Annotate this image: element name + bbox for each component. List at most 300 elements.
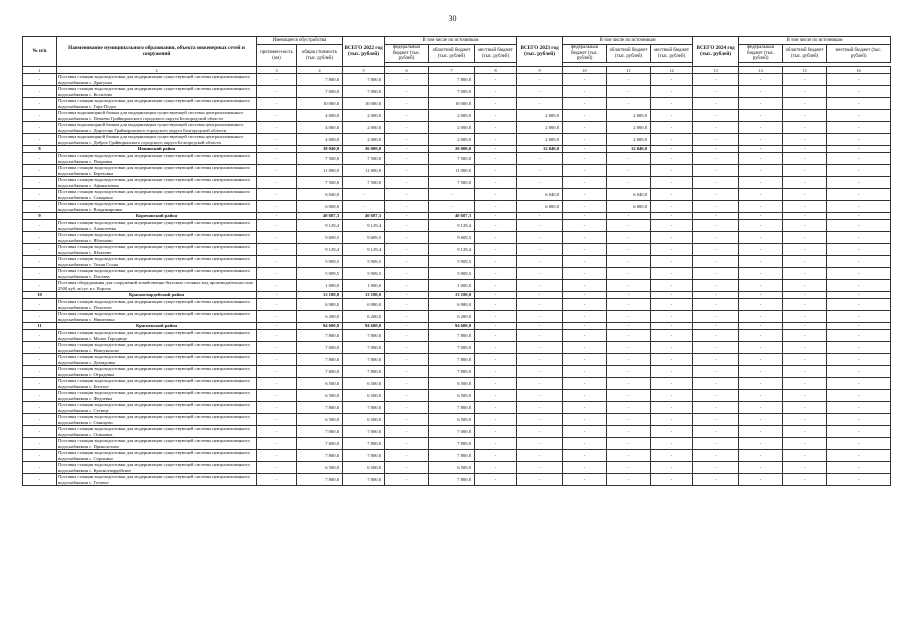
capacity-cell: - — [257, 98, 297, 110]
amount-cell: 2 000,0 — [517, 122, 563, 134]
table-row — [23, 390, 891, 402]
column-number: 11 — [607, 67, 651, 74]
amount-cell: - — [693, 74, 739, 86]
amount-cell: 7 000,0 — [297, 426, 343, 438]
amount-cell: 9 129,4 — [297, 244, 343, 256]
row-number: - — [23, 86, 57, 98]
object-name: Поставка водонапорной башни для модернизации существующей системы централизованного водоснабжения с. Почаево Грайворонского городского округа Белгородской области — [57, 110, 257, 122]
amount-cell: - — [783, 122, 827, 134]
amount-cell: - — [607, 153, 651, 165]
column-number: 6 — [385, 67, 429, 74]
column-number: 8 — [475, 67, 517, 74]
amount-cell: - — [563, 438, 607, 450]
header-total-2024: ВСЕГО 2024 год (тыс. рублей) — [693, 37, 739, 67]
amount-cell: - — [517, 342, 563, 354]
amount-cell: 7 800,0 — [429, 354, 475, 366]
amount-cell: 5 909,5 — [343, 268, 385, 280]
amount-cell: - — [651, 268, 693, 280]
amount-cell: 7 800,0 — [297, 330, 343, 342]
amount-cell: 9 129,4 — [429, 220, 475, 232]
amount-cell: - — [475, 177, 517, 189]
capacity-cell: - — [257, 86, 297, 98]
amount-cell: - — [475, 342, 517, 354]
column-number: 7 — [429, 67, 475, 74]
amount-cell: - — [739, 256, 783, 268]
amount-cell: 7 800,0 — [429, 450, 475, 462]
capacity-cell: - — [257, 177, 297, 189]
amount-cell: - — [739, 299, 783, 311]
amount-cell: 6 500,0 — [297, 378, 343, 390]
amount-cell: 7 800,0 — [297, 450, 343, 462]
row-number: - — [23, 354, 57, 366]
amount-cell: - — [475, 74, 517, 86]
amount-cell: 6 000,0 — [607, 201, 651, 213]
amount-cell: - — [651, 438, 693, 450]
amount-cell: - — [739, 189, 783, 201]
object-name: Поставка оборудования для сооружений хозяйственно-бытовых сточных вод производительностью 2500 куб. м/сут. в г. Короча — [57, 280, 257, 292]
amount-cell: - — [563, 232, 607, 244]
amount-cell: - — [563, 292, 607, 299]
object-name: Поставка станции водоподготовки для модернизации существующей системы централизованного водоснабжения с. Федчевка — [57, 390, 257, 402]
amount-cell: - — [739, 390, 783, 402]
district-name: Красногвардейский район — [57, 292, 257, 299]
column-number: 5 — [343, 67, 385, 74]
amount-cell: - — [385, 177, 429, 189]
capacity-cell: - — [257, 299, 297, 311]
capacity-cell: - — [257, 244, 297, 256]
amount-cell: - — [783, 153, 827, 165]
amount-cell: 11 000,0 — [429, 165, 475, 177]
amount-cell: - — [563, 213, 607, 220]
amount-cell: - — [607, 414, 651, 426]
table-header — [23, 37, 891, 67]
column-number: 4 — [297, 67, 343, 74]
amount-cell: - — [385, 98, 429, 110]
object-name: Поставка водонапорной башни для модернизации существующей системы централизованного водоснабжения с. Дорогощь Грайворонского городского округа Белгородской области — [57, 122, 257, 134]
district-name: Красненский район — [57, 323, 257, 330]
capacity-cell: - — [257, 280, 297, 292]
row-number: 8 — [23, 146, 57, 153]
amount-cell: 7 800,0 — [429, 74, 475, 86]
amount-cell: 5 909,5 — [429, 268, 475, 280]
amount-cell: - — [385, 292, 429, 299]
amount-cell: 2 000,0 — [517, 110, 563, 122]
header-fed-2024: федеральный бюджет (тыс. рублей) — [739, 45, 783, 63]
amount-cell: - — [517, 220, 563, 232]
amount-cell: - — [827, 366, 891, 378]
amount-cell: - — [739, 86, 783, 98]
amount-cell: - — [563, 268, 607, 280]
amount-cell: - — [783, 177, 827, 189]
header-reg-2022: областной бюджет (тыс. рублей) — [429, 45, 475, 63]
amount-cell: 5 909,5 — [429, 256, 475, 268]
amount-cell: - — [475, 426, 517, 438]
capacity-cell: - — [257, 366, 297, 378]
amount-cell: - — [517, 299, 563, 311]
table-row — [23, 474, 891, 486]
amount-cell: - — [693, 311, 739, 323]
amount-cell: - — [343, 189, 385, 201]
amount-cell: - — [385, 426, 429, 438]
amount-cell: - — [475, 98, 517, 110]
amount-cell: - — [607, 474, 651, 486]
amount-cell: - — [783, 402, 827, 414]
amount-cell: - — [651, 342, 693, 354]
object-name: Поставка станции водоподготовки для модернизации существующей системы централизованного водоснабжения с. Палатово — [57, 299, 257, 311]
object-name: Поставка станции водоподготовки для модернизации существующей системы централизованного водоснабжения с. Березовка — [57, 165, 257, 177]
amount-cell: - — [563, 201, 607, 213]
amount-cell: 2 000,0 — [343, 134, 385, 146]
capacity-cell: - — [257, 354, 297, 366]
amount-cell: - — [693, 330, 739, 342]
amount-cell: - — [475, 220, 517, 232]
amount-cell: - — [385, 165, 429, 177]
amount-cell: - — [651, 474, 693, 486]
amount-cell: - — [739, 110, 783, 122]
amount-cell: - — [607, 330, 651, 342]
amount-cell: - — [739, 244, 783, 256]
amount-cell: 1 000,0 — [429, 280, 475, 292]
amount-cell: - — [607, 311, 651, 323]
funding-table — [22, 36, 891, 486]
amount-cell: - — [475, 268, 517, 280]
amount-cell: - — [651, 402, 693, 414]
amount-cell: - — [563, 342, 607, 354]
amount-cell: 7 000,0 — [429, 426, 475, 438]
amount-cell: - — [475, 213, 517, 220]
amount-cell: - — [783, 74, 827, 86]
amount-cell: - — [739, 426, 783, 438]
amount-cell: 9 609,5 — [429, 232, 475, 244]
amount-cell: 6 500,0 — [297, 414, 343, 426]
header-loc-2022: местный бюджет (тыс. рублей) — [475, 45, 517, 63]
amount-cell: - — [693, 165, 739, 177]
amount-cell: 94 600,0 — [429, 323, 475, 330]
amount-cell: - — [783, 414, 827, 426]
amount-cell: - — [739, 414, 783, 426]
amount-cell: 7 500,0 — [343, 153, 385, 165]
amount-cell: 13 180,0 — [297, 292, 343, 299]
amount-cell: - — [827, 86, 891, 98]
column-number: 2 — [57, 67, 257, 74]
amount-cell: - — [783, 256, 827, 268]
amount-cell: - — [517, 280, 563, 292]
object-name: Поставка станции водоподготовки для модернизации существующей системы централизованного водоснабжения с. Свинцово — [57, 414, 257, 426]
header-reg-2023: областной бюджет (тыс. рублей) — [607, 45, 651, 63]
amount-cell: 26 000,0 — [343, 146, 385, 153]
amount-cell: 7 000,0 — [297, 86, 343, 98]
amount-cell: - — [385, 342, 429, 354]
amount-cell: - — [651, 390, 693, 402]
amount-cell: 7 800,0 — [429, 366, 475, 378]
amount-cell: - — [517, 462, 563, 474]
amount-cell: - — [385, 474, 429, 486]
object-name: Поставка станции водоподготовки для модернизации существующей системы централизованного водоснабжения с. Никитовка — [57, 311, 257, 323]
district-name: Ивнянский район — [57, 146, 257, 153]
amount-cell: - — [385, 122, 429, 134]
amount-cell: - — [827, 244, 891, 256]
amount-cell: - — [651, 213, 693, 220]
amount-cell: 7 800,0 — [297, 354, 343, 366]
amount-cell: - — [651, 462, 693, 474]
amount-cell: - — [475, 378, 517, 390]
amount-cell: 2 000,0 — [343, 110, 385, 122]
table-row — [23, 98, 891, 110]
column-number: 1 — [23, 67, 57, 74]
header-npp: № п/п — [23, 37, 57, 67]
amount-cell: - — [563, 414, 607, 426]
row-number: - — [23, 462, 57, 474]
capacity-cell: - — [257, 220, 297, 232]
amount-cell: - — [607, 402, 651, 414]
amount-cell: - — [385, 366, 429, 378]
amount-cell: - — [651, 86, 693, 98]
amount-cell: - — [827, 426, 891, 438]
amount-cell: - — [475, 122, 517, 134]
capacity-cell: - — [257, 74, 297, 86]
amount-cell: 7 500,0 — [429, 177, 475, 189]
amount-cell: - — [607, 268, 651, 280]
object-name: Поставка станции водоподготовки для модернизации существующей системы централизованного водоснабжения с. Приколотное — [57, 438, 257, 450]
amount-cell: - — [827, 220, 891, 232]
amount-cell: - — [563, 474, 607, 486]
amount-cell: 7 800,0 — [343, 74, 385, 86]
amount-cell: 6 000,0 — [517, 201, 563, 213]
amount-cell: - — [651, 292, 693, 299]
amount-cell: - — [607, 354, 651, 366]
amount-cell: - — [475, 402, 517, 414]
amount-cell: - — [739, 402, 783, 414]
amount-cell: - — [651, 330, 693, 342]
object-name: Поставка станции водоподготовки для модернизации существующей системы централизованного водоснабжения с. Демидовка — [57, 354, 257, 366]
amount-cell: 5 909,5 — [343, 256, 385, 268]
amount-cell: - — [385, 256, 429, 268]
amount-cell: - — [563, 165, 607, 177]
table-row — [23, 330, 891, 342]
object-name: Поставка станции водоподготовки для модернизации существующей системы централизованного водоснабжения с. Малое Городище — [57, 330, 257, 342]
amount-cell: 6 040,0 — [607, 189, 651, 201]
amount-cell: - — [827, 153, 891, 165]
amount-cell: - — [739, 366, 783, 378]
amount-cell: - — [651, 220, 693, 232]
object-name: Поставка станции водоподготовки для модернизации существующей системы централизованного водоснабжения с. Шляхово — [57, 244, 257, 256]
amount-cell: - — [385, 189, 429, 201]
row-number: - — [23, 311, 57, 323]
amount-cell: - — [607, 98, 651, 110]
amount-cell: - — [783, 189, 827, 201]
amount-cell: - — [693, 146, 739, 153]
amount-cell: - — [827, 268, 891, 280]
amount-cell: - — [693, 110, 739, 122]
amount-cell: 10 000,0 — [343, 98, 385, 110]
amount-cell: - — [783, 366, 827, 378]
capacity-cell: - — [257, 189, 297, 201]
amount-cell: - — [475, 153, 517, 165]
column-number: 15 — [783, 67, 827, 74]
amount-cell: - — [827, 146, 891, 153]
amount-cell: 7 800,0 — [297, 74, 343, 86]
amount-cell: - — [563, 86, 607, 98]
amount-cell: - — [517, 323, 563, 330]
row-number: - — [23, 330, 57, 342]
amount-cell: - — [517, 232, 563, 244]
column-number: 3 — [257, 67, 297, 74]
object-name: Поставка станции водоподготовки для модернизации существующей системы централизованного водоснабжения с. Покровка — [57, 153, 257, 165]
amount-cell: 6 040,0 — [517, 189, 563, 201]
amount-cell: - — [475, 232, 517, 244]
object-name: Поставка станции водоподготовки для модернизации существующей системы централизованного водоснабжения с. Афанасьевка — [57, 177, 257, 189]
amount-cell: 6 500,0 — [297, 462, 343, 474]
amount-cell: - — [827, 98, 891, 110]
amount-cell: 7 000,0 — [343, 342, 385, 354]
amount-cell: - — [827, 342, 891, 354]
amount-cell: - — [827, 330, 891, 342]
header-total-cost: общая стоимость (тыс. рублей) — [297, 45, 343, 67]
amount-cell: - — [385, 311, 429, 323]
amount-cell: - — [563, 323, 607, 330]
table-row — [23, 86, 891, 98]
amount-cell: - — [563, 189, 607, 201]
amount-cell: 9 129,4 — [343, 220, 385, 232]
amount-cell: - — [385, 323, 429, 330]
amount-cell: 38 040,0 — [297, 146, 343, 153]
amount-cell: - — [563, 134, 607, 146]
amount-cell: - — [739, 450, 783, 462]
amount-cell: - — [783, 292, 827, 299]
district-row — [23, 292, 891, 299]
amount-cell: - — [783, 213, 827, 220]
amount-cell: - — [607, 426, 651, 438]
amount-cell: - — [827, 280, 891, 292]
amount-cell: 7 000,0 — [297, 342, 343, 354]
amount-cell: - — [739, 311, 783, 323]
column-number: 12 — [651, 67, 693, 74]
amount-cell: - — [517, 292, 563, 299]
amount-cell: - — [827, 256, 891, 268]
capacity-cell: - — [257, 311, 297, 323]
amount-cell: - — [563, 98, 607, 110]
amount-cell: - — [563, 450, 607, 462]
capacity-cell: - — [257, 402, 297, 414]
table-row — [23, 201, 891, 213]
amount-cell: - — [783, 474, 827, 486]
amount-cell: 40 687,3 — [343, 213, 385, 220]
amount-cell: - — [385, 280, 429, 292]
capacity-cell: - — [257, 323, 297, 330]
row-number: - — [23, 414, 57, 426]
amount-cell: - — [607, 165, 651, 177]
column-number: 13 — [693, 67, 739, 74]
amount-cell: - — [517, 354, 563, 366]
amount-cell: - — [739, 153, 783, 165]
amount-cell: - — [475, 438, 517, 450]
amount-cell: 2 000,0 — [607, 134, 651, 146]
amount-cell: - — [385, 402, 429, 414]
column-number: 14 — [739, 67, 783, 74]
amount-cell: - — [693, 378, 739, 390]
capacity-cell: - — [257, 342, 297, 354]
amount-cell: - — [475, 366, 517, 378]
amount-cell: - — [651, 146, 693, 153]
capacity-cell: - — [257, 414, 297, 426]
amount-cell: - — [651, 256, 693, 268]
row-number: - — [23, 378, 57, 390]
amount-cell: 7 800,0 — [343, 450, 385, 462]
amount-cell: - — [475, 86, 517, 98]
amount-cell: - — [783, 378, 827, 390]
capacity-cell: - — [257, 426, 297, 438]
amount-cell: 7 800,0 — [343, 474, 385, 486]
capacity-cell: - — [257, 153, 297, 165]
amount-cell: - — [651, 366, 693, 378]
amount-cell: 7 800,0 — [429, 330, 475, 342]
amount-cell: 6 980,0 — [429, 299, 475, 311]
amount-cell: - — [563, 244, 607, 256]
amount-cell: 94 600,0 — [297, 323, 343, 330]
amount-cell: - — [783, 354, 827, 366]
table-row — [23, 438, 891, 450]
amount-cell: - — [827, 438, 891, 450]
amount-cell: 2 000,0 — [429, 134, 475, 146]
header-loc-2023: местный бюджет (тыс. рублей) — [651, 45, 693, 63]
amount-cell: 7 800,0 — [297, 366, 343, 378]
amount-cell: - — [827, 292, 891, 299]
table-row — [23, 414, 891, 426]
amount-cell: - — [475, 462, 517, 474]
header-total-2023: ВСЕГО 2023 год (тыс. рублей) — [517, 37, 563, 67]
table-row — [23, 134, 891, 146]
amount-cell: 2 000,0 — [343, 122, 385, 134]
row-number: - — [23, 256, 57, 268]
table-row — [23, 244, 891, 256]
amount-cell: - — [739, 354, 783, 366]
amount-cell: - — [385, 220, 429, 232]
row-number: - — [23, 134, 57, 146]
amount-cell: - — [563, 280, 607, 292]
table-row — [23, 280, 891, 292]
amount-cell: - — [693, 268, 739, 280]
amount-cell: - — [475, 280, 517, 292]
amount-cell: - — [651, 189, 693, 201]
amount-cell: - — [827, 323, 891, 330]
row-number: - — [23, 402, 57, 414]
amount-cell: - — [827, 390, 891, 402]
amount-cell: - — [563, 311, 607, 323]
row-number: - — [23, 153, 57, 165]
header-total-2022: ВСЕГО 2022 год (тыс. рублей) — [343, 37, 385, 67]
capacity-cell: - — [257, 268, 297, 280]
amount-cell: - — [607, 292, 651, 299]
amount-cell: - — [517, 74, 563, 86]
amount-cell: - — [651, 110, 693, 122]
amount-cell: 9 129,4 — [297, 220, 343, 232]
amount-cell: - — [385, 86, 429, 98]
amount-cell: - — [517, 244, 563, 256]
amount-cell: - — [783, 110, 827, 122]
amount-cell: - — [563, 462, 607, 474]
amount-cell: - — [475, 201, 517, 213]
amount-cell: - — [517, 450, 563, 462]
amount-cell: - — [475, 110, 517, 122]
amount-cell: - — [517, 86, 563, 98]
amount-cell: 4 000,0 — [297, 110, 343, 122]
capacity-cell: - — [257, 390, 297, 402]
amount-cell: - — [827, 177, 891, 189]
amount-cell: - — [739, 268, 783, 280]
amount-cell: - — [517, 268, 563, 280]
district-row — [23, 213, 891, 220]
table-row — [23, 177, 891, 189]
